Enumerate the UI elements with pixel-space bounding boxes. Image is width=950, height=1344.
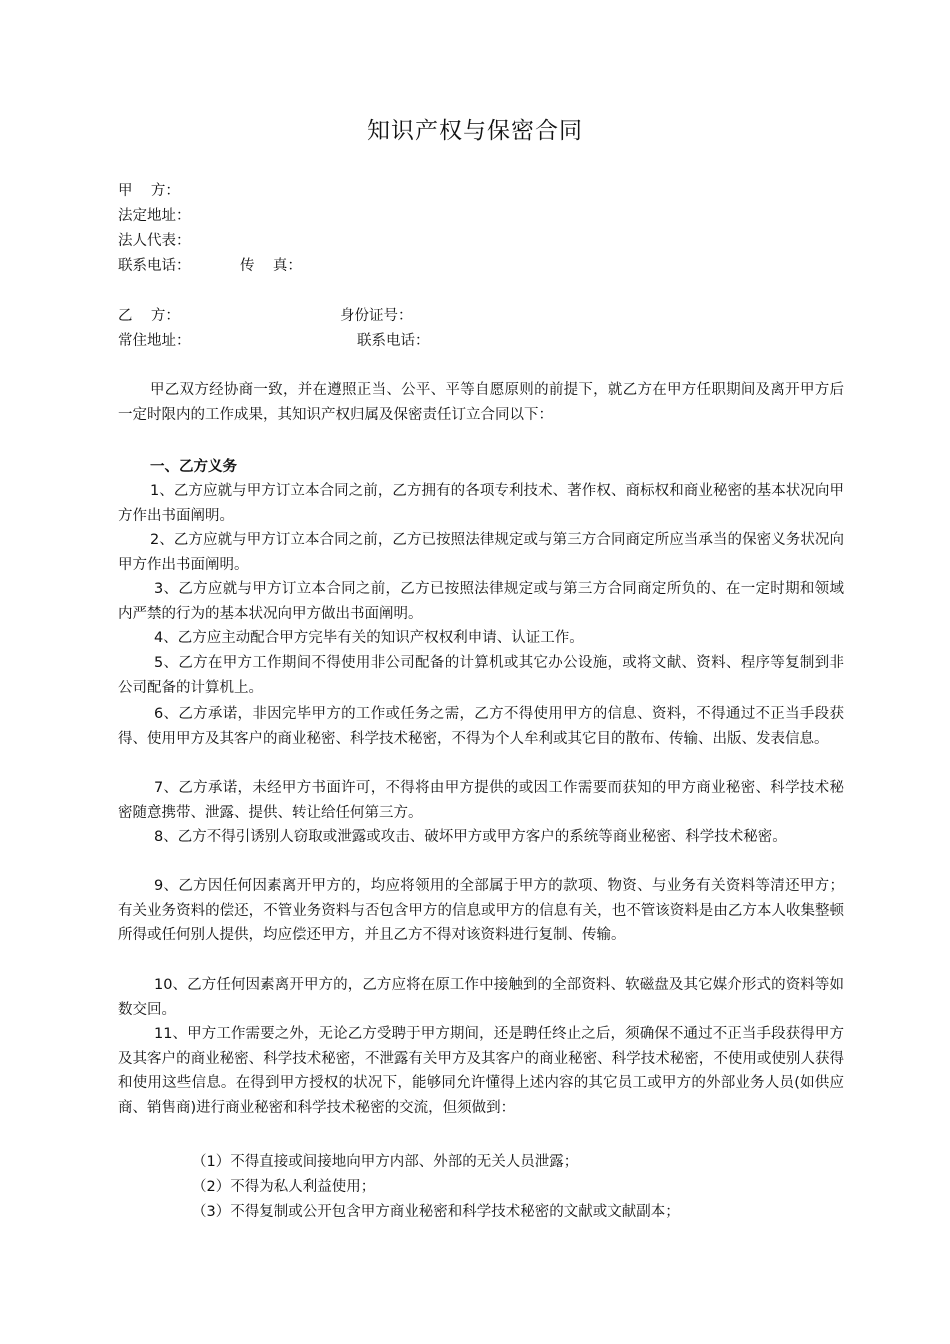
party-a-address-label: 法定地址： [118, 208, 191, 224]
clause-3: 3、乙方应就与甲方订立本合同之前，乙方已按照法律规定或与第三方合同商定所负的、在一定时期和领域内严禁的行为的基本状况向甲方做出书面阐明。 [118, 581, 844, 622]
party-b-id-label: 身份证号： [340, 308, 413, 324]
party-b-address-label: 常住地址： [118, 333, 191, 349]
sub-item-2: （2）不得为私人利益使用； [192, 1179, 376, 1195]
clause-10: 10、乙方任何因素离开甲方的，乙方应将在原工作中接触到的全部资料、软磁盘及其它媒介形式的资料等如数交回。 [118, 977, 844, 1018]
party-b-phone-label: 联系电话： [357, 333, 430, 349]
intro-paragraph: 甲乙双方经协商一致，并在遵照正当、公平、平等自愿原则的前提下，就乙方在甲方任职期间及离开甲方后一定时限内的工作成果，其知识产权归属及保密责任订立合同以下： [118, 382, 844, 423]
clause-6: 6、乙方承诺，非因完毕甲方的工作或任务之需，乙方不得使用甲方的信息、资料，不得通过不正当手段获得、使用甲方及其客户的商业秘密、科学技术秘密，不得为个人牟利或其它目的散布、传输、出版、发表信息。 [118, 706, 844, 747]
clause-8: 8、乙方不得引诱别人窃取或泄露或攻击、破坏甲方或甲方客户的系统等商业秘密、科学技术秘密。 [154, 829, 787, 845]
clause-5: 5、乙方在甲方工作期间不得使用非公司配备的计算机或其它办公设施，或将文献、资料、程序等复制到非公司配备的计算机上。 [118, 655, 844, 696]
clause-1: 1、乙方应就与甲方订立本合同之前，乙方拥有的各项专利技术、著作权、商标权和商业秘密的基本状况向甲方作出书面阐明。 [118, 483, 844, 524]
clause-11: 11、甲方工作需要之外，无论乙方受聘于甲方期间，还是聘任终止之后，须确保不通过不正当手段获得甲方及其客户的商业秘密、科学技术秘密，不泄露有关甲方及其客户的商业秘密、科学技术秘密，不使用或使别人获得和使用这些信息。在得到甲方授权的状况下，能够同允许懂得上述内容的其它员工或甲方的外部业务人员(如供应商、销售商)进行商业秘密和科学技术秘密的交流，但须做到： [118, 1026, 844, 1116]
clause-9: 9、乙方因任何因素离开甲方的，均应将领用的全部属于甲方的款项、物资、与业务有关资料等清还甲方；有关业务资料的偿还，不管业务资料与否包含甲方的信息或甲方的信息有关，也不管该资料是由乙方本人收集整顿所得或任何别人提供，均应偿还甲方，并且乙方不得对该资料进行复制、传输。 [118, 878, 844, 943]
sub-item-3: （3）不得复制或公开包含甲方商业秘密和科学技术秘密的文献或文献副本； [192, 1204, 680, 1220]
sub-item-1: （1）不得直接或间接地向甲方内部、外部的无关人员泄露； [192, 1154, 579, 1170]
party-b-name-label: 乙 方： [118, 308, 180, 324]
section-heading: 一、乙方义务 [150, 459, 237, 475]
document-title: 知识产权与保密合同 [367, 118, 583, 144]
party-a-rep-label: 法人代表： [118, 233, 191, 249]
clause-4: 4、乙方应主动配合甲方完毕有关的知识产权权利申请、认证工作。 [154, 630, 584, 646]
party-a-fax-label: 传 真： [240, 258, 302, 274]
party-a-name-label: 甲 方： [118, 183, 180, 199]
clause-7: 7、乙方承诺，未经甲方书面许可，不得将由甲方提供的或因工作需要而获知的甲方商业秘密、科学技术秘密随意携带、泄露、提供、转让给任何第三方。 [118, 780, 844, 821]
party-a-phone-label: 联系电话： [118, 258, 191, 274]
clause-2: 2、乙方应就与甲方订立本合同之前，乙方已按照法律规定或与第三方合同商定所应当承当的保密义务状况向甲方作出书面阐明。 [118, 532, 844, 573]
